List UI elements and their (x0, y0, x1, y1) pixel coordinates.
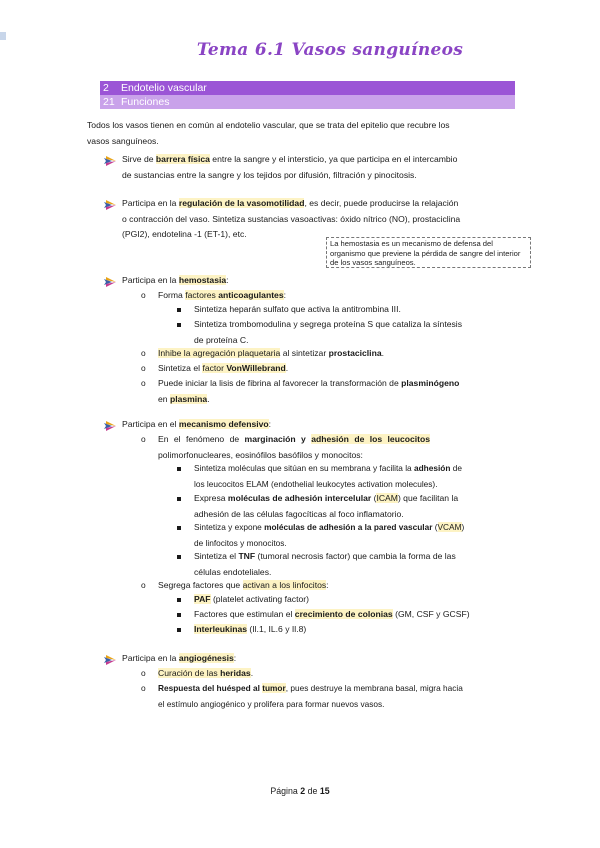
page-footer: Página 2 de 15 (270, 786, 330, 796)
item-paf: PAF (platelet activating factor) (194, 594, 309, 604)
highlight: regulación de la vasomotilidad (178, 198, 305, 208)
circle-bullet: o (141, 434, 146, 444)
sub-vonwillebrand: Sintetiza el factor VonWillebrand. (158, 363, 289, 373)
square-bullet (177, 555, 181, 559)
item-heparan: Sintetiza heparán sulfato que activa la antitrombina III. (194, 304, 401, 314)
square-bullet (177, 598, 181, 602)
item-tnf: Sintetiza el TNF (tumoral necrosis factor) que cambia la forma de las células endoteliales. (194, 551, 456, 577)
bullet-defensivo: Participa en el mecanismo defensivo: (122, 419, 272, 429)
square-bullet (177, 323, 181, 327)
intro-paragraph (87, 118, 515, 149)
circle-bullet: o (141, 290, 146, 300)
intro-line: vasos sanguíneos. (87, 135, 159, 146)
square-bullet (177, 308, 181, 312)
heading-number: 2 (103, 82, 109, 94)
highlight: barrera física (155, 154, 210, 164)
square-bullet (177, 526, 181, 530)
bullet-angiogenesis: Participa en la angiogénesis: (122, 653, 237, 663)
heading-text: Endotelio vascular (121, 82, 207, 94)
pencil-arrow-icon (104, 277, 116, 287)
page-title: Tema 6.1 Vasos sanguíneos (196, 40, 464, 60)
heading-text: Funciones (121, 96, 170, 108)
pencil-arrow-icon (104, 156, 116, 166)
square-bullet (177, 613, 181, 617)
circle-bullet: o (141, 363, 146, 373)
intro-line: Todos los vasos tienen en común al endotelio vascular, que se trata del epitelio que recubre los (87, 120, 450, 130)
sub-fibrina: Puede iniciar la lisis de fibrina al favorecer la transformación de plasminógeno en plasmina. (158, 378, 460, 404)
item-colonias: Factores que estimulan el crecimiento de colonias (GM, CSF y GCSF) (194, 609, 470, 619)
pencil-arrow-icon (104, 200, 116, 210)
bullet-barrera: Sirve de barrera física entre la sangre y el intersticio, ya que participa en el intercambio de sustancias entre la sangre y los tejidos por difusión, filtración y pinocitosis. (122, 154, 458, 180)
corner-mark (0, 32, 6, 40)
circle-bullet: o (141, 683, 146, 693)
circle-bullet: o (141, 348, 146, 358)
sub-marginacion: En el fenómeno de marginación y adhesión de los leucocitos polimorfonucleares, eosinófilos basófilos y monocitos: (158, 434, 431, 460)
circle-bullet: o (141, 580, 146, 590)
square-bullet (177, 467, 181, 471)
item-trombomodulina: Sintetiza trombomodulina y segrega proteína S que cataliza la síntesis de proteína C. (194, 319, 462, 345)
square-bullet (177, 497, 181, 501)
item-elam: Sintetiza moléculas que sitúan en su membrana y facilita la adhesión de los leucocitos ELAM (endothelial leukocytes activation molecules). (194, 463, 462, 489)
bullet-vasomotilidad: Participa en la regulación de la vasomotilidad, es decir, puede producirse la relajación o contracción del vaso. Sintetiza sustancias vasoactivas: óxido nítrico (NO), prostaciclina (PGI2), endotelina -1 (ET-1), etc. (122, 198, 461, 239)
hemostasia-note-box: La hemostasia es un mecanismo de defensa del organismo que previene la pérdida de sangre del interior de los vasos sanguíneos. (326, 237, 531, 268)
sub-anticoagulantes: Forma factores anticoagulantes: (158, 290, 287, 300)
sub-linfocitos: Segrega factores que activan a los linfocitos: (158, 580, 329, 590)
pencil-arrow-icon (104, 421, 116, 431)
circle-bullet: o (141, 668, 146, 678)
item-icam: Expresa moléculas de adhesión intercelular (ICAM) que facilitan la adhesión de las células fagocíticas al foco inflamatorio. (194, 493, 459, 519)
item-interleukinas: Interleukinas (Il.1, IL.6 y Il.8) (194, 624, 307, 634)
bullet-hemostasia: Participa en la hemostasia: (122, 275, 229, 285)
sub-tumor: Respuesta del huésped al tumor, pues destruye la membrana basal, migra hacia el estímulo angiogénico y prolifera para formar nuevos vasos. (158, 683, 463, 709)
sub-heridas: Curación de las heridas. (158, 668, 254, 678)
heading-number: 21 (103, 96, 115, 108)
sub-agregacion: Inhibe la agregación plaquetaria al sintetizar prostaciclina. (158, 348, 384, 358)
heading-endotelio (100, 81, 515, 95)
item-vcam: Sintetiza y expone moléculas de adhesión a la pared vascular (VCAM) de linfocitos y monocitos. (194, 522, 465, 548)
heading-funciones (100, 95, 515, 109)
square-bullet (177, 628, 181, 632)
pencil-arrow-icon (104, 655, 116, 665)
circle-bullet: o (141, 378, 146, 388)
